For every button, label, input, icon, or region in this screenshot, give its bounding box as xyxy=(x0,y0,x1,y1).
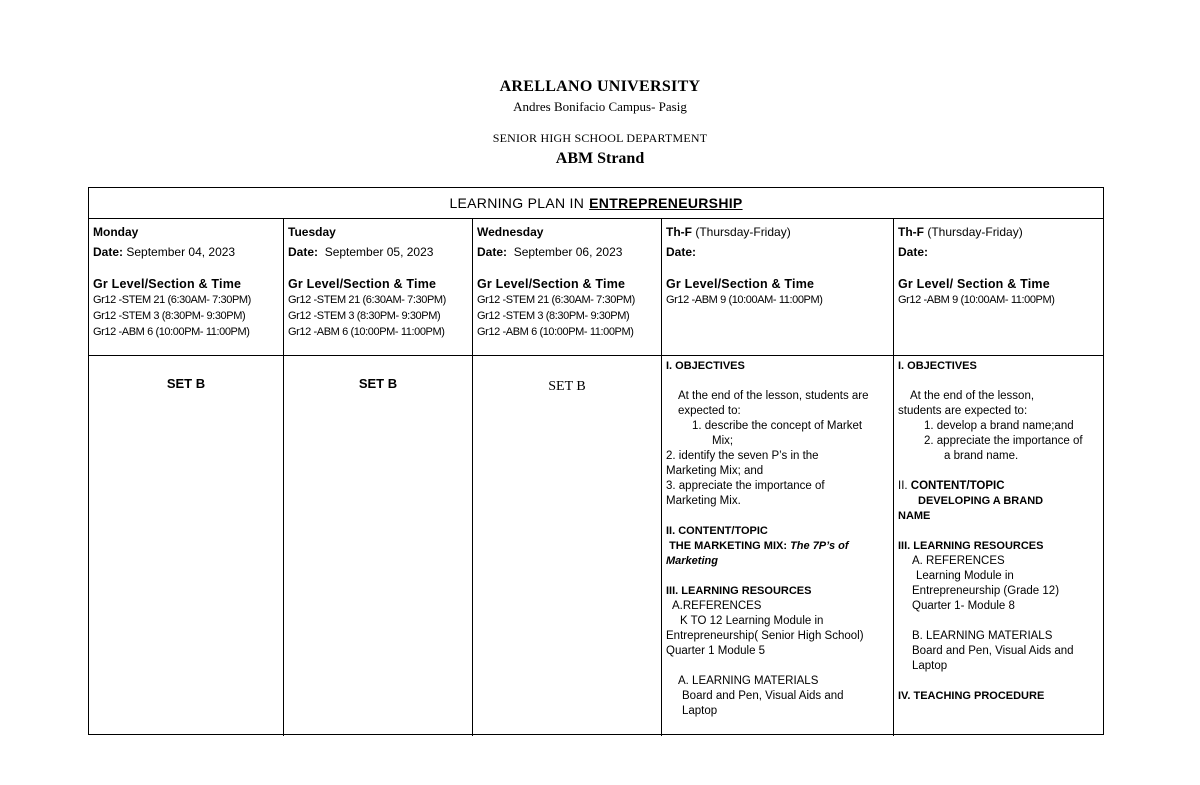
references-heading: A. REFERENCES xyxy=(912,555,1005,567)
schedule-cell-monday xyxy=(89,219,284,355)
materials-line: Laptop xyxy=(682,705,718,717)
plan-subject: ENTREPRENEURSHIP xyxy=(589,195,743,211)
day-name xyxy=(666,225,889,239)
section-line: Gr12 -STEM 3 (8:30PM- 9:30PM) xyxy=(93,310,246,322)
day-date xyxy=(898,245,1099,259)
date-label: Date: xyxy=(666,245,697,259)
objective-item: 2. identify the seven P’s in the xyxy=(666,450,819,462)
objective-item: 1. develop a brand name;and xyxy=(924,420,1074,432)
schedule-cell-thursday-friday xyxy=(662,219,894,355)
day-note: (Thursday-Friday) xyxy=(927,225,1023,239)
content-topic-main: THE MARKETING MIX: xyxy=(669,540,788,552)
day-name: Wednesday xyxy=(477,225,544,239)
content-topic-italic: The 7P’s of Marketing xyxy=(666,540,849,567)
date-value: September 04, 2023 xyxy=(126,245,236,259)
date-label: Date: xyxy=(898,245,929,259)
objectives-intro: students are expected to: xyxy=(898,405,1028,417)
content-topic xyxy=(666,539,889,569)
objectives-intro: At the end of the lesson, xyxy=(910,390,1035,402)
day-name: Monday xyxy=(93,225,139,239)
campus-name: Andres Bonifacio Campus- Pasig xyxy=(513,99,687,114)
section-line: Gr12 -ABM 6 (10:00PM- 11:00PM) xyxy=(477,326,634,338)
content-cell-thursday-friday xyxy=(662,356,894,736)
reference-line: Learning Module in xyxy=(916,570,1014,582)
content-topic: NAME xyxy=(898,510,931,522)
section-line: Gr12 -ABM 9 (10:00AM- 11:00PM) xyxy=(666,294,823,306)
day-date xyxy=(93,245,279,259)
objective-item: a brand name. xyxy=(944,450,1019,462)
objective-item: Marketing Mix; and xyxy=(666,465,764,477)
materials-heading: B. LEARNING MATERIALS xyxy=(912,630,1053,642)
content-heading: II. CONTENT/TOPIC xyxy=(666,525,768,537)
day-abbrev: Th-F xyxy=(898,225,924,239)
resources-heading: III. LEARNING RESOURCES xyxy=(898,540,1044,552)
schedule-cell-wednesday xyxy=(473,219,662,355)
objective-item: 2. appreciate the importance of xyxy=(924,435,1083,447)
content-cell-wednesday xyxy=(473,356,662,736)
department-name: SENIOR HIGH SCHOOL DEPARTMENT xyxy=(492,131,708,145)
date-label: Date: xyxy=(93,245,124,259)
date-label: Date: xyxy=(288,245,319,259)
section-line: Gr12 -ABM 6 (10:00PM- 11:00PM) xyxy=(288,326,445,338)
objectives-heading: I. OBJECTIVES xyxy=(898,360,977,372)
objective-item: Marketing Mix. xyxy=(666,495,741,507)
document-header xyxy=(0,78,1200,168)
date-value: September 06, 2023 xyxy=(513,245,623,259)
content-row xyxy=(89,356,1103,736)
reference-line: Quarter 1- Module 8 xyxy=(912,600,1015,612)
learning-plan-table xyxy=(88,187,1104,735)
reference-line: Quarter 1 Module 5 xyxy=(666,645,766,657)
objective-item: Mix; xyxy=(712,435,734,447)
section-line: Gr12 -ABM 6 (10:00PM- 11:00PM) xyxy=(93,326,250,338)
section-heading: Gr Level/ Section & Time xyxy=(898,277,1050,291)
section-heading: Gr Level/Section & Time xyxy=(93,277,242,291)
reference-line: Entrepreneurship (Grade 12) xyxy=(912,585,1060,597)
set-label: SET B xyxy=(358,376,398,391)
materials-line: Laptop xyxy=(912,660,948,672)
day-note: (Thursday-Friday) xyxy=(695,225,791,239)
materials-line: Board and Pen, Visual Aids and xyxy=(912,645,1074,657)
resources-heading: III. LEARNING RESOURCES xyxy=(666,585,812,597)
date-label: Date: xyxy=(477,245,508,259)
university-name: ARELLANO UNIVERSITY xyxy=(499,78,701,95)
schedule-cell-thursday-friday-2 xyxy=(894,219,1103,355)
content-cell-monday xyxy=(89,356,284,736)
day-date xyxy=(288,245,468,259)
content-heading-label: CONTENT/TOPIC xyxy=(910,480,1005,492)
plan-title xyxy=(89,188,1103,219)
reference-line: Entrepreneurship( Senior High School) xyxy=(666,630,864,642)
date-value: September 05, 2023 xyxy=(324,245,434,259)
schedule-cell-tuesday xyxy=(284,219,473,355)
objective-item: 1. describe the concept of Market xyxy=(692,420,863,432)
set-label: SET B xyxy=(166,376,206,391)
section-line: Gr12 -STEM 3 (8:30PM- 9:30PM) xyxy=(288,310,441,322)
content-heading-prefix: II. xyxy=(898,480,908,492)
day-name xyxy=(898,225,1099,239)
day-date xyxy=(666,245,889,259)
materials-line: Board and Pen, Visual Aids and xyxy=(682,690,844,702)
schedule-row xyxy=(89,219,1103,356)
objectives-heading: I. OBJECTIVES xyxy=(666,360,745,372)
content-topic: DEVELOPING A BRAND xyxy=(918,495,1044,507)
section-line: Gr12 -STEM 21 (6:30AM- 7:30PM) xyxy=(288,294,446,306)
content-cell-tuesday xyxy=(284,356,473,736)
section-line: Gr12 -STEM 21 (6:30AM- 7:30PM) xyxy=(93,294,251,306)
set-label: SET B xyxy=(548,379,586,394)
plan-title-prefix: LEARNING PLAN IN xyxy=(449,195,585,211)
section-line: Gr12 -STEM 3 (8:30PM- 9:30PM) xyxy=(477,310,630,322)
day-date xyxy=(477,245,657,259)
content-heading xyxy=(898,479,1099,494)
objective-item: 3. appreciate the importance of xyxy=(666,480,825,492)
section-line: Gr12 -STEM 21 (6:30AM- 7:30PM) xyxy=(477,294,635,306)
references-heading: A.REFERENCES xyxy=(672,600,762,612)
content-cell-thursday-friday-2 xyxy=(894,356,1103,736)
materials-heading: A. LEARNING MATERIALS xyxy=(678,675,819,687)
reference-line: K TO 12 Learning Module in xyxy=(680,615,824,627)
section-heading: Gr Level/Section & Time xyxy=(477,277,626,291)
procedure-heading: IV. TEACHING PROCEDURE xyxy=(898,690,1045,702)
day-abbrev: Th-F xyxy=(666,225,692,239)
section-heading: Gr Level/Section & Time xyxy=(288,277,437,291)
section-heading: Gr Level/Section & Time xyxy=(666,277,815,291)
strand-name: ABM Strand xyxy=(555,150,645,167)
objectives-intro: At the end of the lesson, students are expected to: xyxy=(678,390,869,417)
day-name: Tuesday xyxy=(288,225,336,239)
section-line: Gr12 -ABM 9 (10:00AM- 11:00PM) xyxy=(898,294,1055,306)
